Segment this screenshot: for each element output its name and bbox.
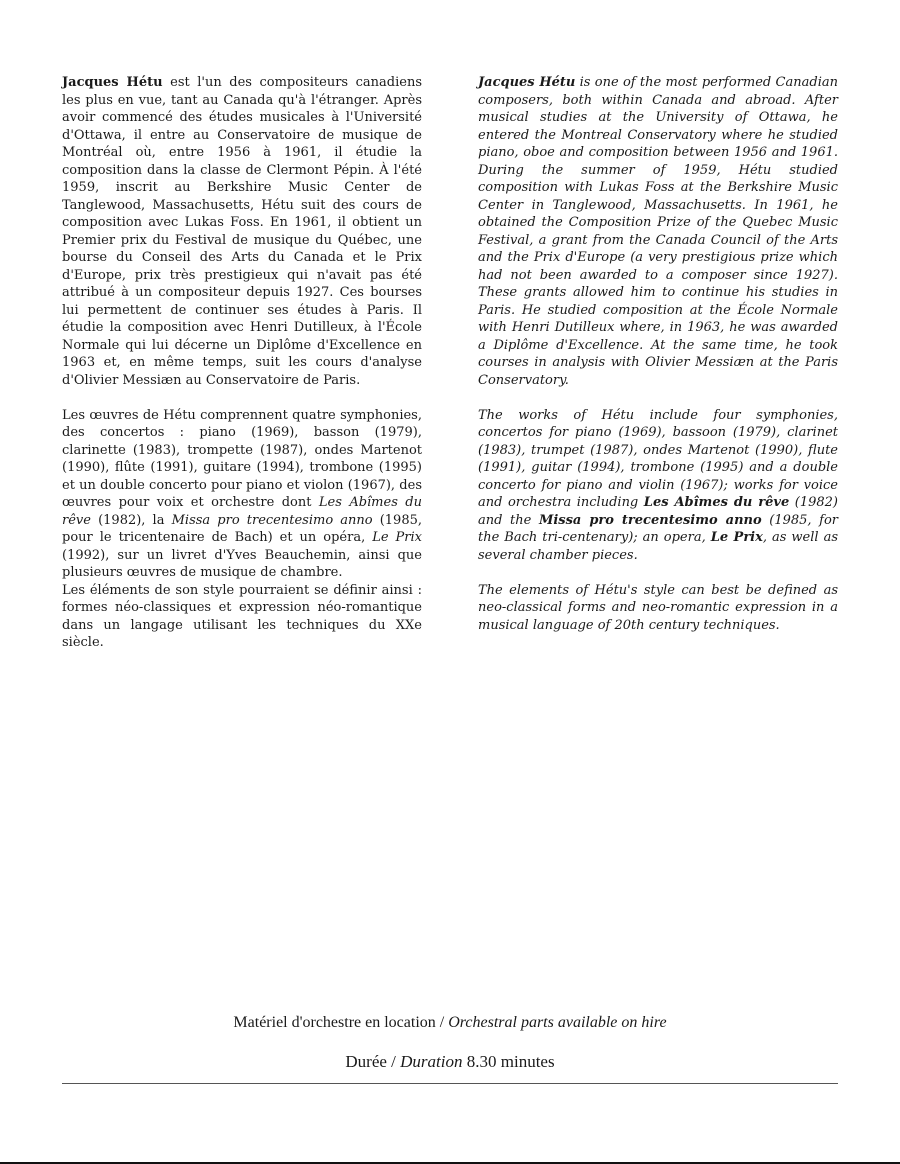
work-title: Le Prix: [372, 530, 422, 545]
work-title: Les Abîmes du rêve: [62, 495, 422, 528]
orchestral-parts-note: [62, 1014, 838, 1032]
english-works-text: , as well as several chamber pieces.: [478, 530, 838, 563]
composer-name: Jacques Hétu: [478, 75, 576, 90]
french-works-paragraph: [62, 407, 422, 582]
english-column: [478, 74, 838, 634]
duration-note: [62, 1052, 838, 1072]
english-bio-paragraph: [478, 74, 838, 389]
duration-label-fr: Durée /: [345, 1052, 401, 1071]
french-works-text: (1982), la: [90, 512, 172, 528]
english-works-text: The works of Hétu include four symphonies, concertos for piano (1969), bassoon (1979), clarinet (1983), trumpet (1987), ondes Martenot (1990), flute (1991), guitar (1994), trombone (1995) and a double concerto for piano and violin (1967); works for voice and orchestra including: [478, 407, 838, 510]
english-works-text: (1982) and the: [478, 495, 838, 528]
work-title: Missa pro trecentesimo anno: [538, 512, 762, 528]
work-title: Le Prix: [710, 530, 763, 545]
english-works-text: (1985, for the Bach tri-centenary); an opera,: [478, 512, 838, 545]
orchestral-parts-fr: Matériel d'orchestre en location /: [233, 1014, 449, 1031]
footer-divider: [62, 1083, 838, 1084]
french-column: [62, 74, 422, 652]
french-bio-text: est l'un des compositeurs canadiens les plus en vue, tant au Canada qu'à l'étranger. Après avoir commencé des études musicales à l'Université d'Ottawa, il entre au Conservatoire de musique de Montréal où, entre 1956 à 1961, il étudie la composition dans la classe de Clermont Pépin. À l'été 1959, inscrit au Berkshire Music Center de Tanglewood, Massachusetts, Hétu suit des cours de composition avec Lukas Foss. En 1961, il obtient un Premier prix du Festival de musique du Québec, une bourse du Conseil des Arts du Canada et le Prix d'Europe, prix très prestigieux qui n'avait pas été attribué à un compositeur depuis 1927. Ces bourses lui permettent de continuer ses études à Paris. Il étudie la composition avec Henri Dutilleux, à l'École Normale qui lui décerne un Diplôme d'Excellence en 1963 et, en même temps, suit les cours d'analyse d'Olivier Messiæn au Conservatoire de Paris.: [62, 75, 422, 388]
english-bio-text: is one of the most performed Canadian composers, both within Canada and abroad. After musical studies at the University of Ottawa, he entered the Montreal Conservatory where he studied piano, oboe and composition between 1956 and 1961. During the summer of 1959, Hétu studied composition with Lukas Foss at the Berkshire Music Center in Tanglewood, Massachusetts. In 1961, he obtained the Composition Prize of the Quebec Music Festival, a grant from the Canada Council of the Arts and the Prix d'Europe (a very prestigious prize which had not been awarded to a composer since 1927). These grants allowed him to continue his studies in Paris. He studied composition at the École Normale with Henri Dutilleux where, in 1963, he was awarded a Diplôme d'Excellence. At the same time, he took courses in analysis with Olivier Messiæn at the Paris Conservatory.: [478, 75, 838, 388]
french-works-text: (1985, pour le tricentenaire de Bach) et un opéra,: [62, 512, 423, 545]
english-works-paragraph: [478, 407, 838, 565]
work-title: Missa pro trecentesimo anno: [171, 512, 373, 528]
french-bio-paragraph: [62, 74, 422, 389]
duration-label-en: Duration: [400, 1052, 463, 1071]
french-style-paragraph: Les éléments de son style pourraient se définir ainsi : formes néo-classiques et expression néo-romantique dans un langage utilisant les techniques du XXe siècle.: [62, 582, 422, 650]
orchestral-parts-en: Orchestral parts available on hire: [448, 1014, 667, 1031]
french-works-text: Les œuvres de Hétu comprennent quatre symphonies, des concertos : piano (1969), basson (1979), clarinette (1983), trompette (1987), ondes Martenot (1990), flûte (1991), guitare (1994), trombone (1995) et un double concerto pour piano et violon (1967), des œuvres pour voix et orchestre dont: [62, 407, 422, 510]
french-works-text: (1992), sur un livret d'Yves Beauchemin, ainsi que plusieurs œuvres de musique de chambre.: [62, 547, 422, 580]
work-title: Les Abîmes du rêve: [643, 495, 790, 510]
composer-name: Jacques Hétu: [62, 75, 163, 90]
duration-value: 8.30 minutes: [462, 1052, 555, 1071]
english-style-paragraph: The elements of Hétu's style can best be defined as neo-classical forms and neo-romantic expression in a musical language of 20th century techniques.: [478, 582, 838, 633]
